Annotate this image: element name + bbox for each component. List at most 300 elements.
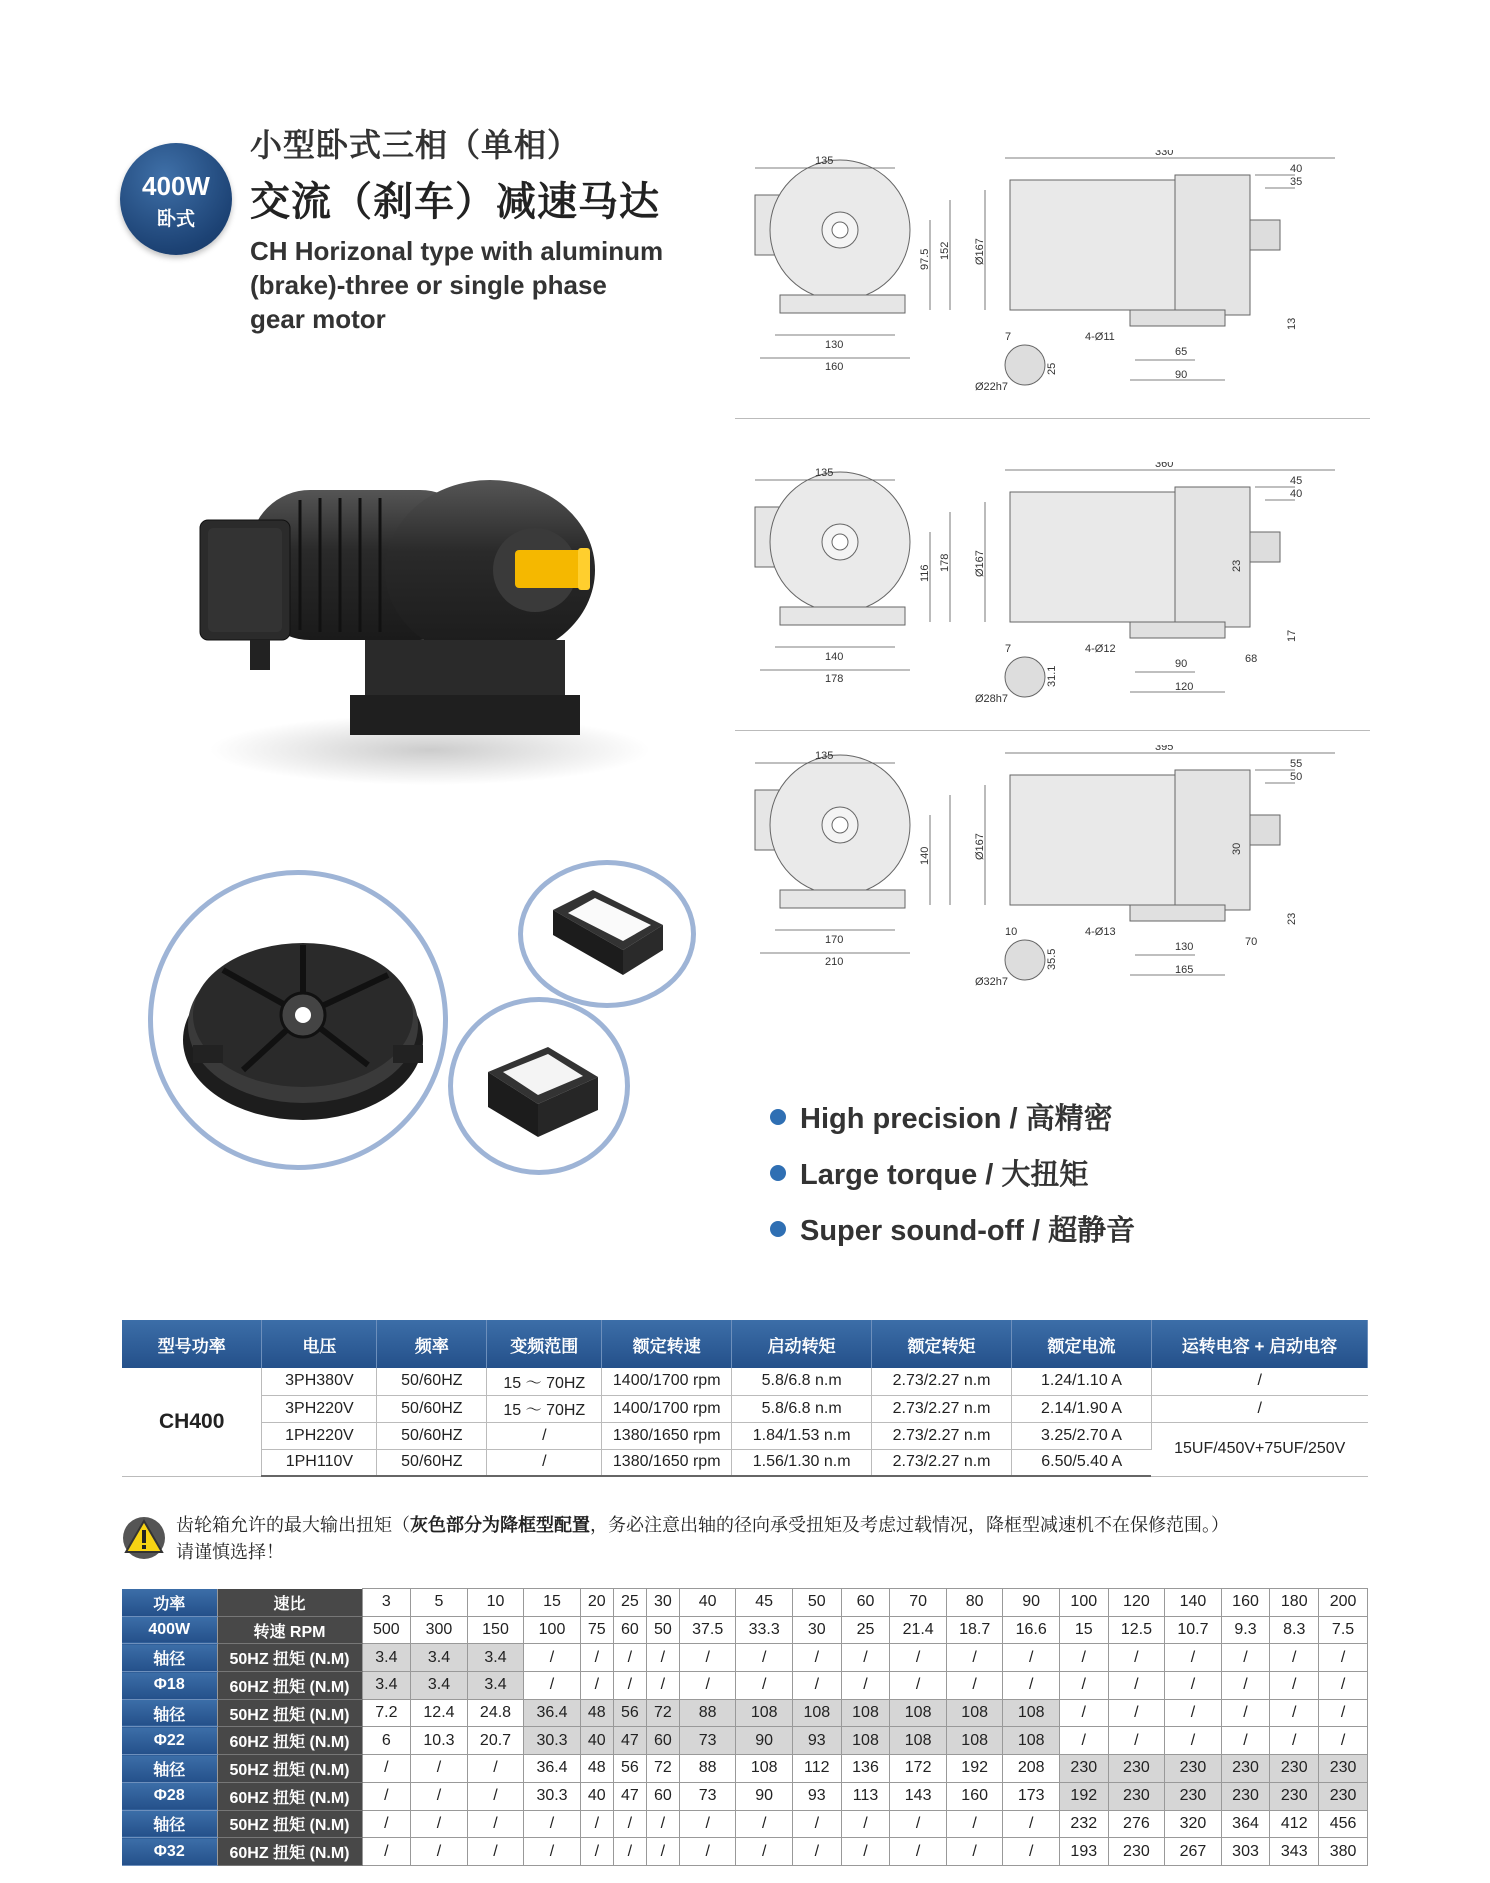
torque-cell: 172	[890, 1755, 947, 1783]
rpm-cell: 75	[580, 1616, 613, 1644]
dimension-label: 35.5	[1046, 948, 1058, 970]
feature-sound-off	[770, 1208, 1135, 1249]
ratio-cell: 20	[580, 1589, 613, 1617]
torque-cell: 12.4	[411, 1699, 468, 1727]
ratio-cell: 70	[890, 1589, 947, 1617]
ratio-cell: 40	[679, 1589, 736, 1617]
torque-cell: /	[613, 1810, 646, 1838]
torque-cell: 230	[1059, 1755, 1108, 1783]
torque-cell: 160	[946, 1782, 1003, 1810]
torque-cell: /	[1270, 1644, 1319, 1672]
torque-cell: /	[841, 1672, 890, 1700]
ratio-cell: 90	[1003, 1589, 1060, 1617]
dimension-label: 31.1	[1046, 665, 1058, 687]
torque-cell: 320	[1165, 1810, 1222, 1838]
torque-cell: 3.4	[467, 1672, 524, 1700]
torque-cell: 230	[1270, 1755, 1319, 1783]
rectifier-photo-2	[448, 997, 630, 1175]
torque-cell: /	[646, 1644, 679, 1672]
torque-row	[122, 1782, 1368, 1810]
dimension-label: 50	[1290, 771, 1303, 783]
torque-cell: /	[646, 1672, 679, 1700]
torque-cell: 108	[890, 1699, 947, 1727]
dimension-label: 17	[1286, 629, 1298, 642]
torque-cell: /	[646, 1838, 679, 1866]
torque-cell: /	[1319, 1727, 1368, 1755]
dimension-label: Ø167	[974, 550, 986, 577]
dimension-label: 135	[815, 467, 834, 479]
dimension-label: Ø28h7	[975, 693, 1009, 705]
torque-cell: 230	[1108, 1782, 1165, 1810]
power-value: 400W	[122, 1616, 217, 1644]
torque-cell: /	[467, 1810, 524, 1838]
spec-cell: 2.73/2.27 n.m	[872, 1422, 1012, 1449]
spec-header-cell: 电压	[262, 1320, 377, 1368]
torque-cell: 412	[1270, 1810, 1319, 1838]
feature-text: Large torque / 大扭矩	[800, 1159, 1089, 1191]
ratio-cell: 45	[736, 1589, 793, 1617]
ratio-cell: 5	[411, 1589, 468, 1617]
brake-disc-photo	[148, 870, 448, 1170]
title-en	[250, 234, 710, 336]
rpm-cell: 300	[411, 1616, 468, 1644]
torque-cell: /	[580, 1672, 613, 1700]
dimension-label: 90	[1175, 658, 1188, 670]
torque-cell: /	[580, 1810, 613, 1838]
rpm-cell: 9.3	[1221, 1616, 1270, 1644]
dimension-label: 90	[1175, 369, 1188, 381]
dimension-label: 135	[815, 750, 834, 762]
torque-cell: 60	[646, 1727, 679, 1755]
torque-cell: /	[467, 1782, 524, 1810]
spec-cell: /	[1151, 1368, 1367, 1395]
torque-cell: /	[679, 1672, 736, 1700]
torque-cell: /	[362, 1782, 411, 1810]
spec-cell: /	[1151, 1395, 1367, 1422]
dimension-label: 23	[1286, 912, 1298, 925]
torque-row-label: 60HZ 扭矩 (N.M)	[217, 1838, 362, 1866]
spec-cell: 15 ～ 70HZ	[487, 1395, 602, 1422]
torque-cell: /	[1059, 1727, 1108, 1755]
torque-cell: /	[1165, 1727, 1222, 1755]
torque-cell: /	[890, 1810, 947, 1838]
rpm-cell: 8.3	[1270, 1616, 1319, 1644]
title-cn-line-2: 交流（刹车）减速马达	[250, 179, 660, 225]
rpm-cell: 100	[524, 1616, 581, 1644]
torque-row-label: 60HZ 扭矩 (N.M)	[217, 1727, 362, 1755]
spec-cell: 15 ～ 70HZ	[487, 1368, 602, 1395]
torque-cell: /	[1319, 1699, 1368, 1727]
torque-cell: 30.3	[524, 1727, 581, 1755]
divider	[735, 418, 1370, 419]
torque-cell: 6	[362, 1727, 411, 1755]
torque-warning	[122, 1512, 1368, 1566]
torque-cell: /	[1270, 1727, 1319, 1755]
torque-row-label: 50HZ 扭矩 (N.M)	[217, 1810, 362, 1838]
torque-cell: /	[1003, 1644, 1060, 1672]
torque-cell: 192	[1059, 1782, 1108, 1810]
torque-cell: 143	[890, 1782, 947, 1810]
title-en-line-1: CH Horizonal type with aluminum	[250, 236, 664, 266]
ratio-label: 速比	[217, 1589, 362, 1617]
torque-cell: 88	[679, 1699, 736, 1727]
torque-cell: 364	[1221, 1810, 1270, 1838]
spec-cell: 50/60HZ	[377, 1422, 487, 1449]
torque-cell: 30.3	[524, 1782, 581, 1810]
dimension-label: 360	[1155, 462, 1174, 470]
torque-cell: 56	[613, 1699, 646, 1727]
torque-cell: /	[411, 1838, 468, 1866]
torque-cell: /	[946, 1810, 1003, 1838]
torque-cell: /	[792, 1644, 841, 1672]
torque-cell: /	[1003, 1672, 1060, 1700]
rpm-cell: 18.7	[946, 1616, 1003, 1644]
torque-cell: 136	[841, 1755, 890, 1783]
dimension-label: 55	[1290, 758, 1303, 770]
torque-cell: 192	[946, 1755, 1003, 1783]
torque-cell: 173	[1003, 1782, 1060, 1810]
torque-cell: 380	[1319, 1838, 1368, 1866]
torque-cell: 90	[736, 1782, 793, 1810]
torque-cell: /	[792, 1672, 841, 1700]
ratio-cell: 30	[646, 1589, 679, 1617]
torque-cell: 72	[646, 1755, 679, 1783]
dimension-label: 116	[919, 564, 931, 582]
shaft-diameter-label: Φ28	[122, 1782, 217, 1810]
dimension-label: 165	[1175, 964, 1194, 976]
torque-cell: 267	[1165, 1838, 1222, 1866]
spec-header-cell: 变频范围	[487, 1320, 602, 1368]
divider	[735, 730, 1370, 731]
torque-cell: 7.2	[362, 1699, 411, 1727]
torque-cell: /	[1003, 1838, 1060, 1866]
torque-cell: /	[1221, 1644, 1270, 1672]
torque-cell: 193	[1059, 1838, 1108, 1866]
torque-cell: /	[524, 1810, 581, 1838]
badge-power: 400W	[142, 171, 210, 201]
spec-cell: /	[487, 1422, 602, 1449]
dimension-drawing	[735, 745, 1370, 1045]
feature-high-precision	[770, 1096, 1113, 1137]
torque-cell: /	[646, 1810, 679, 1838]
torque-cell: 112	[792, 1755, 841, 1783]
rectifier-photo-1	[518, 860, 696, 1008]
dimension-label: 160	[825, 361, 844, 373]
spec-cell: 1380/1650 rpm	[602, 1422, 732, 1449]
dimension-label: 13	[1286, 317, 1298, 330]
torque-cell: 108	[841, 1699, 890, 1727]
torque-cell: 36.4	[524, 1755, 581, 1783]
torque-cell: 108	[1003, 1727, 1060, 1755]
spec-cell: 6.50/5.40 A	[1012, 1449, 1152, 1476]
torque-cell: 230	[1108, 1838, 1165, 1866]
torque-cell: 93	[792, 1727, 841, 1755]
torque-cell: 93	[792, 1782, 841, 1810]
torque-cell: 3.4	[467, 1644, 524, 1672]
spec-cell: /	[487, 1449, 602, 1476]
spec-cell: 1.24/1.10 A	[1012, 1368, 1152, 1395]
rpm-cell: 37.5	[679, 1616, 736, 1644]
spec-cell: 3PH220V	[262, 1395, 377, 1422]
torque-cell: /	[679, 1644, 736, 1672]
torque-cell: /	[1221, 1672, 1270, 1700]
rpm-cell: 500	[362, 1616, 411, 1644]
torque-row-label: 50HZ 扭矩 (N.M)	[217, 1644, 362, 1672]
shaft-diameter-label: Φ22	[122, 1727, 217, 1755]
torque-cell: /	[946, 1672, 1003, 1700]
dimension-label: 97.5	[919, 248, 931, 270]
dimension-label: 135	[815, 155, 834, 167]
torque-row-label: 50HZ 扭矩 (N.M)	[217, 1699, 362, 1727]
torque-cell: /	[679, 1838, 736, 1866]
torque-cell: /	[1221, 1727, 1270, 1755]
torque-cell: /	[411, 1755, 468, 1783]
torque-cell: 3.4	[411, 1672, 468, 1700]
rpm-cell: 25	[841, 1616, 890, 1644]
torque-cell: 230	[1165, 1755, 1222, 1783]
spec-cell: 1380/1650 rpm	[602, 1449, 732, 1476]
ratio-row	[122, 1589, 1368, 1617]
rpm-cell: 50	[646, 1616, 679, 1644]
rpm-cell: 15	[1059, 1616, 1108, 1644]
torque-cell: /	[362, 1755, 411, 1783]
dimension-label: 152	[939, 241, 951, 260]
bullet-icon	[770, 1165, 786, 1181]
torque-cell: /	[1108, 1644, 1165, 1672]
warning-icon	[122, 1516, 166, 1560]
dimension-label: 395	[1155, 745, 1174, 753]
spec-cell: 2.73/2.27 n.m	[872, 1449, 1012, 1476]
torque-cell: 40	[580, 1782, 613, 1810]
dimension-label: 25	[1046, 362, 1058, 375]
rpm-label: 转速 RPM	[217, 1616, 362, 1644]
torque-cell: /	[1221, 1699, 1270, 1727]
torque-cell: 48	[580, 1699, 613, 1727]
ratio-cell: 25	[613, 1589, 646, 1617]
torque-cell: 108	[736, 1755, 793, 1783]
dimension-label: 68	[1245, 653, 1258, 665]
shaft-diameter-label: 轴径	[122, 1644, 217, 1672]
spec-cell: 2.73/2.27 n.m	[872, 1368, 1012, 1395]
badge-type: 卧式	[156, 208, 195, 230]
torque-cell: 47	[613, 1727, 646, 1755]
torque-cell: 230	[1221, 1755, 1270, 1783]
ratio-cell: 100	[1059, 1589, 1108, 1617]
torque-cell: /	[841, 1838, 890, 1866]
torque-cell: 276	[1108, 1810, 1165, 1838]
torque-cell: 56	[613, 1755, 646, 1783]
dimension-drawing	[735, 462, 1370, 762]
spec-cell: 50/60HZ	[377, 1368, 487, 1395]
torque-cell: 230	[1221, 1782, 1270, 1810]
torque-cell: /	[467, 1755, 524, 1783]
torque-row	[122, 1699, 1368, 1727]
rpm-cell: 12.5	[1108, 1616, 1165, 1644]
torque-cell: /	[1108, 1727, 1165, 1755]
dimension-label: 70	[1245, 936, 1258, 948]
torque-row	[122, 1838, 1368, 1866]
torque-cell: 208	[1003, 1755, 1060, 1783]
rpm-cell: 60	[613, 1616, 646, 1644]
feature-text: Super sound-off / 超静音	[800, 1215, 1136, 1247]
torque-row-label: 60HZ 扭矩 (N.M)	[217, 1672, 362, 1700]
torque-cell: 60	[646, 1782, 679, 1810]
spec-cell: 1PH110V	[262, 1449, 377, 1476]
torque-cell: /	[1165, 1644, 1222, 1672]
dimension-label: 7	[1005, 643, 1012, 655]
torque-cell: 232	[1059, 1810, 1108, 1838]
ratio-cell: 120	[1108, 1589, 1165, 1617]
spec-header-cell: 额定转速	[602, 1320, 732, 1368]
torque-cell: /	[1165, 1699, 1222, 1727]
torque-cell: 108	[890, 1727, 947, 1755]
torque-cell: /	[736, 1810, 793, 1838]
rpm-cell: 7.5	[1319, 1616, 1368, 1644]
torque-cell: 108	[946, 1699, 1003, 1727]
torque-cell: 48	[580, 1755, 613, 1783]
spec-header-cell: 频率	[377, 1320, 487, 1368]
torque-cell: /	[736, 1838, 793, 1866]
torque-cell: /	[1270, 1672, 1319, 1700]
ratio-cell: 60	[841, 1589, 890, 1617]
dimension-label: 130	[1175, 941, 1194, 953]
title-cn-line-1: 小型卧式三相（单相）	[250, 126, 581, 164]
torque-cell: /	[792, 1838, 841, 1866]
spec-cell: 1400/1700 rpm	[602, 1368, 732, 1395]
torque-cell: 40	[580, 1727, 613, 1755]
dimension-label: 10	[1005, 926, 1018, 938]
dimension-label: 170	[825, 934, 844, 946]
rpm-cell: 10.7	[1165, 1616, 1222, 1644]
torque-cell: /	[362, 1838, 411, 1866]
dimension-label: 35	[1290, 176, 1303, 188]
title-en-line-3: gear motor	[250, 304, 386, 334]
torque-cell: 3.4	[411, 1644, 468, 1672]
dimension-label: 210	[825, 956, 844, 968]
rpm-cell: 150	[467, 1616, 524, 1644]
spec-row	[122, 1422, 1368, 1449]
ratio-cell: 10	[467, 1589, 524, 1617]
dimension-label: 23	[1231, 559, 1243, 572]
dimension-label: Ø32h7	[975, 976, 1009, 988]
torque-cell: /	[679, 1810, 736, 1838]
torque-cell: 230	[1108, 1755, 1165, 1783]
torque-table	[122, 1588, 1368, 1866]
torque-cell: /	[580, 1838, 613, 1866]
dimension-label: 330	[1155, 150, 1174, 158]
spec-table	[122, 1320, 1368, 1477]
torque-cell: /	[792, 1810, 841, 1838]
spec-cell: 1400/1700 rpm	[602, 1395, 732, 1422]
dimension-label: Ø167	[974, 238, 986, 265]
torque-cell: 88	[679, 1755, 736, 1783]
dimension-label: 178	[825, 673, 844, 685]
power-badge	[120, 143, 232, 255]
torque-cell: /	[411, 1810, 468, 1838]
dimension-label: 178	[939, 553, 951, 572]
warning-line-2: 请谨慎选择！	[176, 1542, 284, 1563]
torque-cell: 230	[1165, 1782, 1222, 1810]
torque-cell: 108	[736, 1699, 793, 1727]
torque-cell: 108	[841, 1727, 890, 1755]
torque-cell: 24.8	[467, 1699, 524, 1727]
dimension-label: 4-Ø12	[1085, 643, 1116, 655]
torque-cell: 47	[613, 1782, 646, 1810]
spec-header-row	[122, 1320, 1368, 1368]
feature-large-torque	[770, 1152, 1088, 1193]
torque-cell: /	[1270, 1699, 1319, 1727]
dimension-label: 65	[1175, 346, 1188, 358]
ratio-cell: 200	[1319, 1589, 1368, 1617]
spec-row	[122, 1368, 1368, 1395]
torque-row	[122, 1644, 1368, 1672]
torque-cell: 230	[1270, 1782, 1319, 1810]
torque-cell: /	[1108, 1672, 1165, 1700]
ratio-cell: 140	[1165, 1589, 1222, 1617]
torque-cell: /	[613, 1838, 646, 1866]
torque-cell: /	[1165, 1672, 1222, 1700]
dimension-label: 4-Ø11	[1085, 331, 1115, 343]
torque-cell: /	[1059, 1699, 1108, 1727]
torque-cell: /	[580, 1644, 613, 1672]
spec-cell: 50/60HZ	[377, 1449, 487, 1476]
torque-row-label: 60HZ 扭矩 (N.M)	[217, 1782, 362, 1810]
dimension-label: 4-Ø13	[1085, 926, 1116, 938]
shaft-diameter-label: 轴径	[122, 1699, 217, 1727]
spec-cell: 3.25/2.70 A	[1012, 1422, 1152, 1449]
title-en-line-2: (brake)-three or single phase	[250, 270, 607, 300]
rpm-cell: 33.3	[736, 1616, 793, 1644]
spec-cell: 2.73/2.27 n.m	[872, 1395, 1012, 1422]
spec-cell: 1.56/1.30 n.m	[732, 1449, 872, 1476]
dimension-label: 40	[1290, 163, 1303, 175]
ratio-cell: 180	[1270, 1589, 1319, 1617]
rpm-cell: 30	[792, 1616, 841, 1644]
torque-cell: 108	[792, 1699, 841, 1727]
spec-cell: 15UF/450V+75UF/250V	[1151, 1422, 1367, 1476]
model-name: CH400	[122, 1368, 262, 1476]
ratio-cell: 15	[524, 1589, 581, 1617]
spec-cell: 5.8/6.8 n.m	[732, 1368, 872, 1395]
torque-cell: /	[946, 1644, 1003, 1672]
spec-cell: 2.14/1.90 A	[1012, 1395, 1152, 1422]
torque-cell: /	[890, 1838, 947, 1866]
shaft-diameter-label: Φ18	[122, 1672, 217, 1700]
spec-cell: 50/60HZ	[377, 1395, 487, 1422]
dimension-label: 140	[919, 846, 931, 865]
torque-cell: 10.3	[411, 1727, 468, 1755]
spec-cell: 3PH380V	[262, 1368, 377, 1395]
torque-cell: /	[613, 1644, 646, 1672]
power-label: 功率	[122, 1589, 217, 1617]
spec-row	[122, 1395, 1368, 1422]
torque-cell: /	[1108, 1699, 1165, 1727]
torque-cell: 72	[646, 1699, 679, 1727]
rpm-row	[122, 1616, 1368, 1644]
dimension-drawing	[735, 150, 1370, 450]
spec-cell: 5.8/6.8 n.m	[732, 1395, 872, 1422]
ratio-cell: 80	[946, 1589, 1003, 1617]
shaft-diameter-label: Φ32	[122, 1838, 217, 1866]
spec-cell: 1PH220V	[262, 1422, 377, 1449]
torque-cell: 3.4	[362, 1644, 411, 1672]
spec-header-cell: 额定转矩	[872, 1320, 1012, 1368]
spec-cell: 1.84/1.53 n.m	[732, 1422, 872, 1449]
torque-cell: /	[524, 1838, 581, 1866]
torque-cell: /	[1059, 1644, 1108, 1672]
torque-cell: 36.4	[524, 1699, 581, 1727]
torque-cell: 456	[1319, 1810, 1368, 1838]
